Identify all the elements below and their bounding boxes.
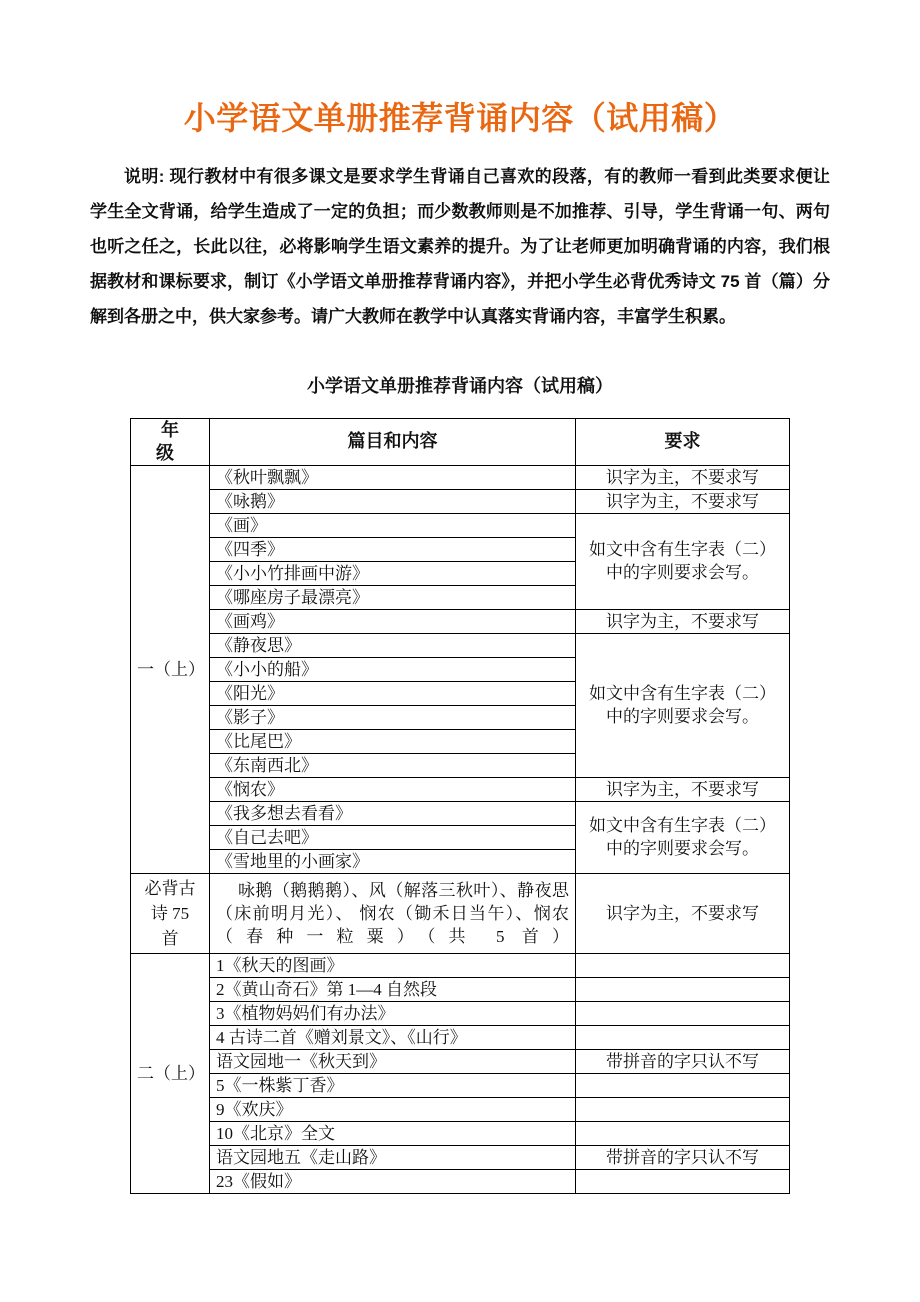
table-row — [131, 953, 790, 977]
requirement-cell-write-if-listed-1 — [576, 513, 790, 609]
requirement-cell — [576, 1025, 790, 1049]
recitation-table — [130, 418, 790, 1194]
requirement-cell-write-if-listed-2 — [576, 633, 790, 777]
title-cell: 《画鸡》 — [210, 609, 576, 633]
table-row — [131, 609, 790, 633]
column-header-grade: 年 级 — [131, 418, 210, 465]
title-cell: 《哪座房子最漂亮》 — [210, 585, 576, 609]
title-cell: 《东南西北》 — [210, 753, 576, 777]
page-title: 小学语文单册推荐背诵内容（试用稿） — [183, 100, 737, 136]
requirement-cell — [576, 1073, 790, 1097]
table-row — [131, 513, 790, 537]
requirement-cell: 识字为主，不要求写 — [576, 873, 790, 953]
column-header-requirement: 要求 — [576, 418, 790, 465]
title-cell: 《自己去吧》 — [210, 825, 576, 849]
requirement-cell: 识字为主，不要求写 — [576, 609, 790, 633]
requirement-cell — [576, 1097, 790, 1121]
table-row — [131, 1097, 790, 1121]
grade-cell-g2-first: 二（上） — [131, 953, 210, 1193]
title-cell: 《四季》 — [210, 537, 576, 561]
requirement-cell — [576, 1001, 790, 1025]
requirement-cell: 识字为主，不要求写 — [576, 465, 790, 489]
title-cell: 《我多想去看看》 — [210, 801, 576, 825]
title-cell: 1《秋天的图画》 — [210, 953, 576, 977]
requirement-line-1: 如文中含有生字表（二） — [589, 816, 776, 836]
requirement-line-2: 中的字则要求会写。 — [606, 563, 759, 583]
title-cell: 4 古诗二首《赠刘景文》、《山行》 — [210, 1025, 576, 1049]
table-row — [131, 777, 790, 801]
requirement-cell: 识字为主，不要求写 — [576, 777, 790, 801]
title-cell: 2《黄山奇石》第 1—4 自然段 — [210, 977, 576, 1001]
table-row — [131, 1169, 790, 1193]
title-cell: 《比尾巴》 — [210, 729, 576, 753]
requirement-cell: 识字为主，不要求写 — [576, 489, 790, 513]
requirement-cell — [576, 977, 790, 1001]
title-cell: 《画》 — [210, 513, 576, 537]
must-recite-content-cell: 咏鹅（鹅鹅鹅）、风（解落三秋叶）、静夜思（床前明月光）、 悯农（锄禾日当午）、悯农（春种一粒粟）（共 5 首） — [210, 873, 576, 953]
table-row — [131, 1001, 790, 1025]
table-body — [131, 465, 790, 1193]
table-row — [131, 1049, 790, 1073]
column-header-titles: 篇目和内容 — [210, 418, 576, 465]
title-cell: 10《北京》全文 — [210, 1121, 576, 1145]
table-row — [131, 633, 790, 657]
table-row — [131, 1121, 790, 1145]
title-cell: 《小小竹排画中游》 — [210, 561, 576, 585]
title-cell: 《静夜思》 — [210, 633, 576, 657]
requirement-cell — [576, 953, 790, 977]
title-cell: 《咏鹅》 — [210, 489, 576, 513]
requirement-line-1: 如文中含有生字表（二） — [589, 540, 776, 560]
grade-line-2: 诗 75 — [150, 903, 190, 923]
title-cell: 《小小的船》 — [210, 657, 576, 681]
title-cell: 《雪地里的小画家》 — [210, 849, 576, 873]
requirement-cell: 带拼音的字只认不写 — [576, 1049, 790, 1073]
grade-line-3: 首 — [161, 928, 179, 948]
grade-cell-g1-first: 一（上） — [131, 465, 210, 873]
table-head — [131, 418, 790, 465]
table-row — [131, 489, 790, 513]
grade-cell-must-recite — [131, 873, 210, 953]
title-cell: 语文园地一《秋天到》 — [210, 1049, 576, 1073]
title-cell: 《影子》 — [210, 705, 576, 729]
grade-line-1: 必背古 — [144, 878, 196, 898]
table-row-must-recite — [131, 873, 790, 953]
table-row — [131, 465, 790, 489]
requirement-line-2: 中的字则要求会写。 — [606, 839, 759, 859]
title-cell: 3《植物妈妈们有办法》 — [210, 1001, 576, 1025]
title-cell: 23《假如》 — [210, 1169, 576, 1193]
table-header-row — [131, 418, 790, 465]
table-row — [131, 977, 790, 1001]
title-cell: 《秋叶飘飘》 — [210, 465, 576, 489]
table-row — [131, 1025, 790, 1049]
table-caption: 小学语文单册推荐背诵内容（试用稿） — [307, 375, 613, 396]
intro-paragraph: 说明: 现行教材中有很多课文是要求学生背诵自己喜欢的段落，有的教师一看到此类要求便让学生全文背诵，给学生造成了一定的负担；而少数教师则是不加推荐、引导，学生背诵一句、两句也听之任之，长此以往，必将影响学生语文素养的提升。为了让老师更加明确背诵的内容，我们根据教材和课标要求，制订《小学语文单册推荐背诵内容》，并把小学生必背优秀诗文 75 首（篇）分解到各册之中，供大家参考。请广大教师在教学中认真落实背诵内容，丰富学生积累。 — [90, 166, 830, 326]
requirement-line-2: 中的字则要求会写。 — [606, 707, 759, 727]
requirement-line-1: 如文中含有生字表（二） — [589, 684, 776, 704]
title-cell: 5《一株紫丁香》 — [210, 1073, 576, 1097]
requirement-cell — [576, 1169, 790, 1193]
requirement-cell — [576, 1121, 790, 1145]
requirement-cell-write-if-listed-3 — [576, 801, 790, 873]
title-cell: 《悯农》 — [210, 777, 576, 801]
title-cell: 语文园地五《走山路》 — [210, 1145, 576, 1169]
requirement-cell: 带拼音的字只认不写 — [576, 1145, 790, 1169]
table-row — [131, 1073, 790, 1097]
table-row — [131, 801, 790, 825]
table-row — [131, 1145, 790, 1169]
title-cell: 《阳光》 — [210, 681, 576, 705]
title-cell: 9《欢庆》 — [210, 1097, 576, 1121]
